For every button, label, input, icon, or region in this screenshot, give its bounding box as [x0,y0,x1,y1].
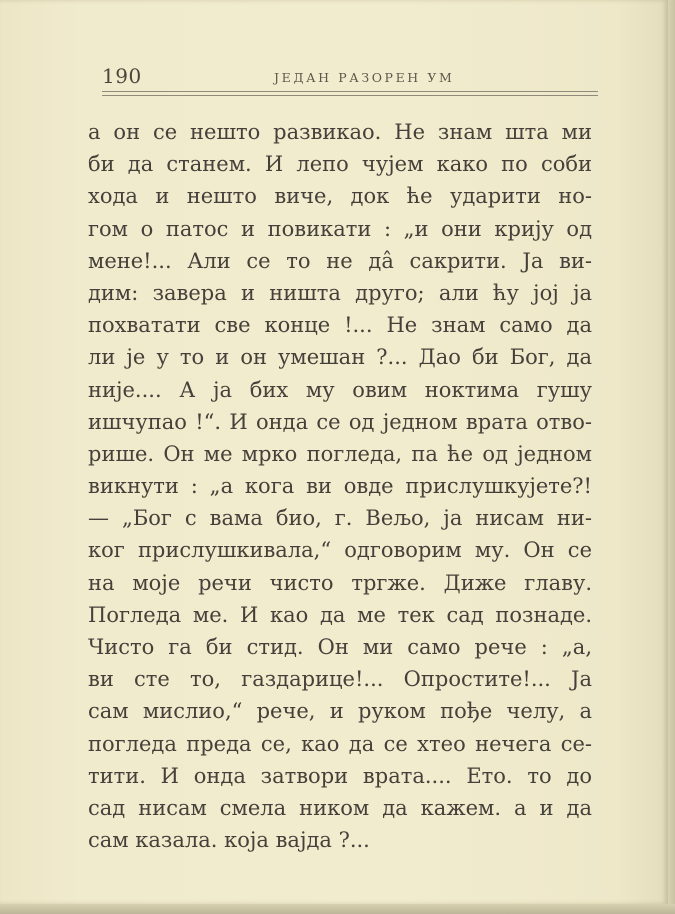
text-line: сад нисам смела ником да кажем. а и да [88,795,592,820]
header-rule-bottom [102,95,598,96]
text-line: ли је у то и он умешан ?... Дао би Бог, да [88,345,592,370]
page-number: 190 [102,64,142,88]
body-text [88,116,592,856]
bottom-edge [0,904,675,914]
text-line: сам казала. која вајда ?... [88,828,370,853]
running-title: ЈЕДАН РАЗОРЕН УМ [274,70,455,85]
text-line: на моје речи чисто тргже. Диже главу. [88,570,592,595]
text-line: Погледа ме. И као да ме тек сад познаде. [88,602,592,627]
page-header [102,64,598,90]
header-rule-top [102,91,598,92]
text-line: сам мислио,“ рече, и руком пође челу, а [88,699,592,724]
text-line: погледа преда се, као да се хтео нечега се- [88,731,592,756]
text-line: гом о патос и повикати : „и они крију од [88,216,592,241]
page-edge [668,0,675,914]
text-line: мене!... Али се то не да̂ сакрити. Ја ви- [88,248,592,273]
text-line: ви сте то, газдарице!... Опростите!... Ја [88,667,592,692]
text-line: ишчупао !“. И онда се од једном врата отво- [88,409,592,434]
text-line: викнути : „а кога ви овде прислушкујете?! [88,474,592,499]
text-line: похватати све конце !... Не знам само да [88,313,592,338]
text-line: тити. И онда затвори врата.... Ето. то до [88,763,592,788]
text-line: рише. Он ме мрко погледа, па ће од једном [88,441,592,466]
text-line: — „Бог с вама био, г. Вељо, ја нисам ни- [88,506,592,531]
text-line: Чисто га би стид. Он ми само рече : „а, [88,635,592,659]
text-line: а он се нешто развикао. Не знам шта ми [88,120,592,144]
text-line: би да станем. И лепо чујем како по соби [88,152,592,177]
text-line: ког прислушкивала,“ одговорим му. Он се [88,538,592,563]
text-line: дим: завера и ништа друго; али ћу јој ја [88,280,592,305]
text-line: хода и нешто виче, док ће ударити но- [88,184,592,209]
text-line: није.... А ја бих му овим ноктима гушу [88,377,592,402]
